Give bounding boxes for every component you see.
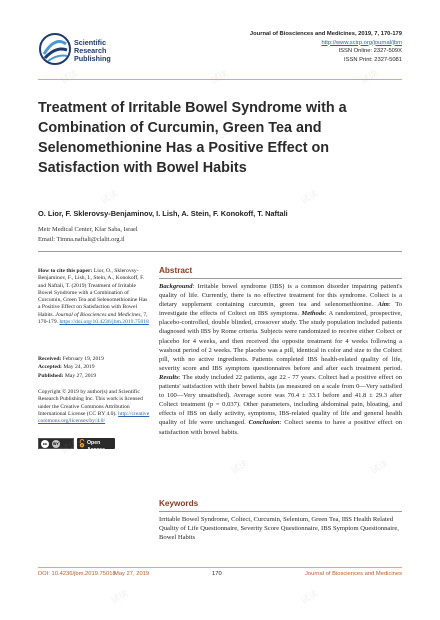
keywords-heading: Keywords (159, 499, 199, 508)
abstract-body (159, 282, 402, 437)
keywords-divider (159, 511, 402, 512)
published-date: Published: May 27, 2019 (38, 372, 97, 379)
attribution-icon: BY (53, 441, 59, 446)
watermark: 试读 (59, 68, 81, 87)
aim-label: Aim (377, 301, 389, 309)
keywords-list: Irritable Bowel Syndrome, Coltect, Curcumin, Selenium, Green Tea, IBS Health Related Quality of Life Questionnaire, Severity Score Questionnaire, IBS Symptom Questionnaire, Bowel Habits (159, 516, 399, 542)
publisher-name: Scientific Research Publishing (74, 38, 111, 63)
watermark: 试读 (109, 588, 131, 607)
article-dates (38, 355, 150, 380)
footer-doi-link[interactable]: DOI: 10.4236/jbm.2019.75018 (38, 571, 116, 577)
watermark: 试读 (359, 68, 381, 87)
article-title: Treatment of Irritable Bowel Syndrome with a Combination of Curcumin, Green Tea and Selenomethionine Has a Positive Effect on Satisfaction with Bowel Habits (38, 100, 347, 176)
watermark: 试读 (299, 588, 321, 607)
abstract-divider (159, 278, 402, 279)
issn-print: ISSN Print: 2327-5081 (343, 56, 402, 63)
affiliation: Meir Medical Center, Kfar Saba, Israel (38, 226, 138, 233)
contact-email[interactable]: Email: Timna.naftali@clalit.org.il (38, 236, 125, 243)
conclusion-label: Conclusion (248, 419, 280, 427)
abstract-heading: Abstract (159, 266, 193, 275)
results-text: : The study included 22 patients, age 22 - 77 years. Coltect had a positive effect on patients' satisfaction with their bowel habits (as measured on a scale from 0—Very satisfied to 100—Very unsatisfied). Average score was 70.4 ± 33.1 before and 41.8 ± 29.3 after Coltect treatment (p = 0.037). Other parameters, including abdominal pain, bloating, and effects of IBS on daily activity, symptoms, IBS-related quality of life and general health quality of life were unchanged. (159, 373, 402, 427)
issn-online: ISSN Online: 2327-509X (338, 48, 402, 55)
how-to-cite (38, 268, 150, 326)
scirp-logo-icon (38, 32, 72, 66)
copyright-text: Copyright © 2019 by author(s) and Scientific Research Publishing Inc. This work is licensed under the Creative Commons Attribution International License (CC BY 4.0). (38, 389, 143, 417)
results-label: Results (159, 373, 179, 381)
journal-citation-line: Journal of Biosciences and Medicines, 2019, 7, 170-179 (249, 31, 402, 37)
page-number: 170 (212, 571, 222, 577)
methods-label: Methods (301, 310, 325, 318)
background-label: Background (159, 283, 193, 290)
header-divider (38, 79, 402, 80)
watermark: 试读 (99, 188, 121, 207)
background-text: : Irritable bowel syndrome (IBS) is a common disorder impairing patient's quality of life. Currently, there is no effective treatment for this syndrome. Coltect is a dietary supplement containing curcumin, green tea and selenomethionine. (159, 283, 402, 309)
author-list: O. Lior, F. Sklerovsy-Benjaminov, I. Lish, A. Stein, F. Konokoff, T. Naftali (38, 209, 288, 218)
license-badges (38, 438, 150, 454)
received-date: Received: February 19, 2019 (38, 356, 104, 362)
open-access-badge[interactable] (77, 438, 115, 454)
creative-commons-icon: cc (42, 441, 48, 446)
copyright-notice (38, 389, 150, 425)
open-lock-icon (79, 439, 85, 448)
open-access-label: Open Access (87, 440, 106, 454)
watermark: 试读 (229, 458, 251, 477)
journal-url-link[interactable]: http://www.scirp.org/journal/jbm (321, 39, 402, 46)
footer-journal-name: Journal of Biosciences and Medicines (305, 571, 402, 577)
accepted-date: Accepted: May 24, 2019 (38, 364, 95, 371)
cite-text: Lior, O., Sklerovsy-Benjaminov, F., Lish, I., Stein, A., Konokoff, F. and Naftali, T. (2019) Treatment of Irritable Bowel Syndrome with a Combination of Curcumin, Green Tea and Selenomethionine Has a Positive Effect on Satisfaction with Bowel Habits. (38, 268, 148, 318)
section-divider (38, 251, 402, 252)
cite-pages: 7, 170-179. (38, 311, 148, 326)
publisher-logo[interactable] (38, 32, 148, 72)
methods-text: : A randomized, prospective, placebo-controlled, double blinded, crossover study. The study population included patients diagnosed with IBS by Rome criteria. Subjects were randomized to receive either Coltect or placebo for 4 weeks, and then received the opposite treatment for 4 weeks following a washout period of 2 weeks. The placebo was a pill, identical in color and size to the Coltect pill, with no active ingredients. Patients completed IBS health-related quality of life, severity score and IBS symptom questionnaires before and after each treatment period. (159, 310, 403, 372)
license-link[interactable]: http://creativecommons.org/licenses/by/4.0/ (38, 410, 150, 425)
watermark: 试读 (369, 458, 391, 477)
watermark: 试读 (209, 68, 231, 87)
footer-date: May 27, 2019 (114, 571, 150, 577)
conclusion-text: : Coltect seems to have a positive effect on satisfaction with bowel habits. (159, 419, 403, 436)
page-footer (38, 571, 402, 581)
footer-divider (38, 567, 402, 568)
cite-journal: Journal of Biosciences and Medicines, (55, 311, 142, 318)
cc-by-badge[interactable] (38, 438, 74, 449)
journal-info (182, 30, 402, 64)
cite-doi-link[interactable]: https://doi.org/10.4236/jbm.2019.75018 (59, 319, 149, 326)
watermark: 试读 (299, 188, 321, 207)
aim-text: : To investigate the effects of Coltect on IBS symptoms. (159, 301, 403, 318)
cite-label: How to cite this paper: (38, 268, 93, 274)
page-header (0, 0, 440, 80)
